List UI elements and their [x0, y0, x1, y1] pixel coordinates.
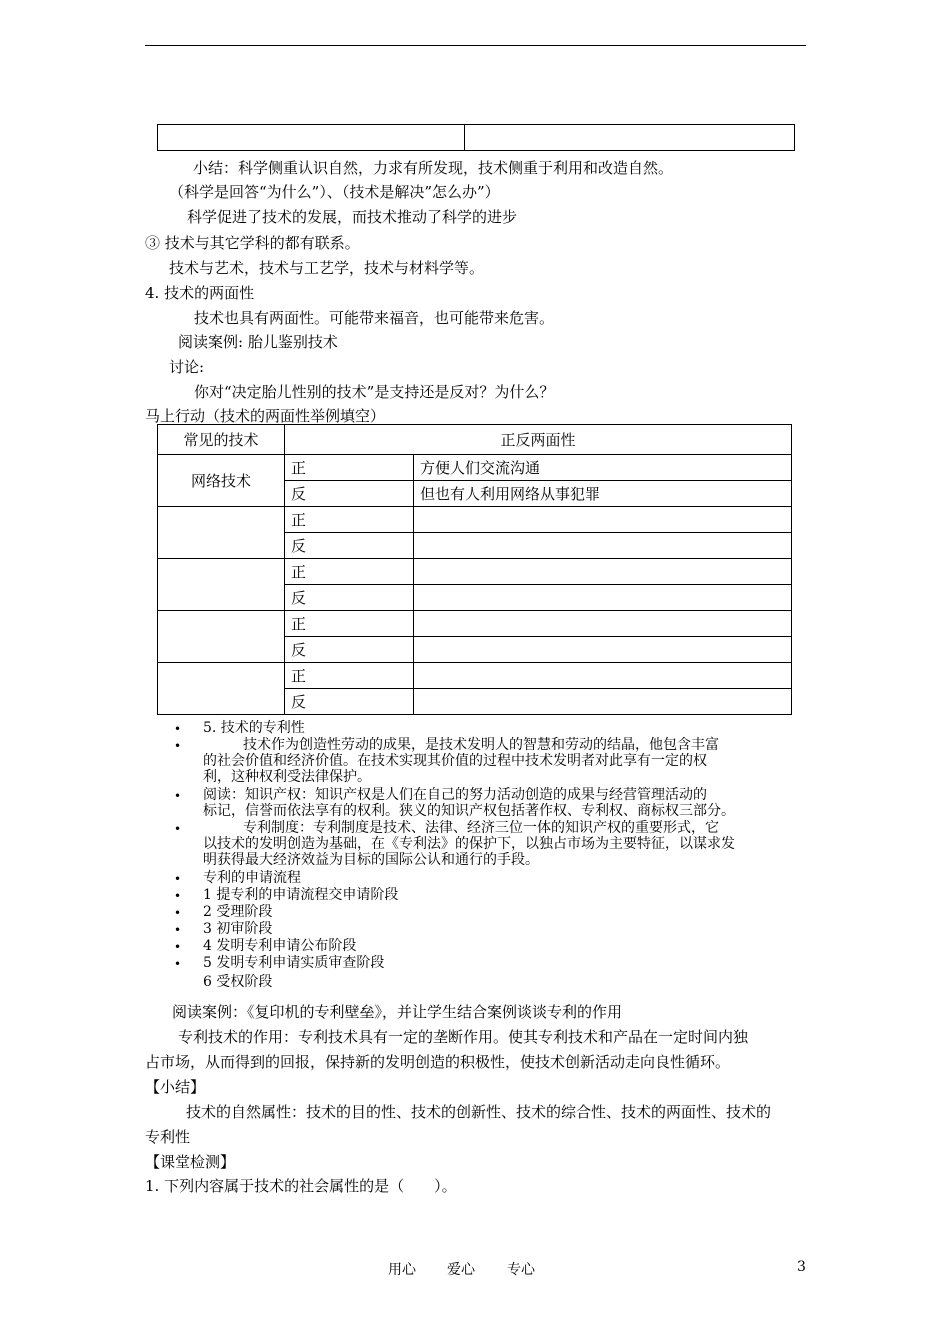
patent-system-line-2: 以技术的发明创造为基础，在《专利法》的保护下，以独占市场为主要特征，以谋求发 — [203, 836, 735, 852]
flow-step: 3 初审阶段 — [203, 921, 273, 937]
tech-cell — [158, 663, 285, 715]
bullet-icon: • — [174, 940, 182, 954]
neg-label: 反 — [285, 585, 414, 611]
summary-heading: 【小结】 — [145, 1078, 206, 1096]
classroom-test-heading: 【课堂检测】 — [145, 1153, 236, 1171]
patent-para-1-line-3: 利，这种权利受法律保护。 — [203, 769, 371, 785]
bullet-icon: • — [174, 957, 182, 971]
bullet-icon: • — [174, 822, 182, 836]
patent-system-line-1: 专利制度：专利制度是技术、法律、经济三位一体的知识产权的重要形式，它 — [243, 820, 719, 836]
header-rule — [145, 45, 806, 46]
discussion-question: 你对“决定胎儿性别的技术”是支持还是反对？为什么？ — [194, 383, 555, 401]
section-3-heading: ③ 技术与其它学科的都有联系。 — [145, 234, 360, 252]
flow-step-last: 6 受权阶段 — [203, 974, 273, 990]
summary-attrs-line-2: 专利性 — [145, 1128, 191, 1146]
reading-case-1: 阅读案例: 胎儿鉴别技术 — [178, 333, 338, 351]
top-table-cell — [158, 125, 465, 151]
neg-value — [414, 533, 792, 559]
pos-value — [414, 507, 792, 533]
discussion-label: 讨论: — [169, 358, 205, 376]
tech-cell — [158, 507, 285, 559]
neg-value — [414, 637, 792, 663]
tech-cell — [158, 559, 285, 611]
header-tech: 常见的技术 — [158, 425, 285, 455]
summary-attrs-line-1: 技术的自然属性：技术的目的性、技术的创新性、技术的综合性、技术的两面性、技术的 — [186, 1103, 772, 1121]
neg-value: 但也有人利用网络从事犯罪 — [414, 481, 792, 507]
footer-motto-1: 用心 — [388, 1262, 416, 1278]
pos-value — [414, 559, 792, 585]
neg-label: 反 — [285, 637, 414, 663]
flow-step: 2 受理阶段 — [203, 904, 273, 920]
pos-label: 正 — [285, 663, 414, 689]
pos-value — [414, 611, 792, 637]
bullet-icon: • — [174, 739, 182, 753]
patent-role-line-1: 专利技术的作用：专利技术具有一定的垄断作用。使其专利技术和产品在一定时间内独 — [178, 1028, 749, 1046]
action-title: 马上行动（技术的两面性举例填空） — [145, 407, 386, 425]
top-table-cell — [465, 125, 795, 151]
pos-label: 正 — [285, 455, 414, 481]
pos-label: 正 — [285, 559, 414, 585]
footer-motto-2: 爱心 — [447, 1262, 475, 1278]
summary-line-2: （科学是回答“为什么”）、（技术是解决”怎么办”） — [169, 183, 500, 201]
neg-label: 反 — [285, 533, 414, 559]
question-1: 1. 下列内容属于技术的社会属性的是（ ）。 — [145, 1177, 457, 1195]
two-sides-table — [157, 424, 792, 715]
header-two-sides: 正反两面性 — [285, 425, 792, 455]
flow-step: 5 发明专利申请实质审查阶段 — [203, 955, 385, 971]
bullet-icon: • — [174, 889, 182, 903]
ip-para-line-2: 标记，信誉而依法享有的权利。狭义的知识产权包括著作权、专利权、商标权三部分。 — [203, 803, 735, 819]
bullet-icon: • — [174, 722, 182, 736]
section-4-text: 技术也具有两面性。可能带来福音，也可能带来危害。 — [194, 309, 555, 327]
patent-para-1-line-1: 技术作为创造性劳动的成果，是技术发明人的智慧和劳动的结晶，他包含丰富 — [243, 737, 719, 753]
pos-value — [414, 663, 792, 689]
flow-step: 1 提专利的申请流程交申请阶段 — [203, 887, 399, 903]
footer-motto-3: 专心 — [507, 1262, 535, 1278]
summary-line-1: 小结：科学侧重认识自然，力求有所发现，技术侧重于利用和改造自然。 — [193, 159, 674, 177]
patent-para-1-line-2: 的社会价值和经济价值。在技术实现其价值的过程中技术发明者对此享有一定的权 — [203, 753, 707, 769]
bullet-icon: • — [174, 923, 182, 937]
pos-label: 正 — [285, 611, 414, 637]
section-5-heading: 5. 技术的专利性 — [203, 720, 305, 736]
neg-value — [414, 585, 792, 611]
neg-label: 反 — [285, 689, 414, 715]
summary-line-3: 科学促进了技术的发展，而技术推动了科学的进步 — [187, 208, 518, 226]
top-table-fragment — [157, 124, 795, 151]
bullet-icon: • — [174, 872, 182, 886]
neg-label: 反 — [285, 481, 414, 507]
section-3-text: 技术与艺术，技术与工艺学，技术与材料学等。 — [169, 259, 485, 277]
bullet-icon: • — [174, 789, 182, 803]
pos-label: 正 — [285, 507, 414, 533]
tech-cell: 网络技术 — [158, 455, 285, 507]
page-number: 3 — [797, 1259, 806, 1275]
patent-flow-title: 专利的申请流程 — [203, 870, 301, 886]
patent-role-line-2: 占市场，从而得到的回报，保持新的发明创造的积极性，使技术创新活动走向良性循环。 — [145, 1053, 731, 1071]
flow-step: 4 发明专利申请公布阶段 — [203, 938, 357, 954]
tech-cell — [158, 611, 285, 663]
reading-case-2: 阅读案例：《复印机的专利壁垒》，并让学生结合案例谈谈专利的作用 — [172, 1003, 623, 1021]
bullet-icon: • — [174, 906, 182, 920]
neg-value — [414, 689, 792, 715]
ip-para-line-1: 阅读：知识产权：知识产权是人们在自己的努力活动创造的成果与经营管理活动的 — [203, 787, 707, 803]
patent-system-line-3: 明获得最大经济效益为目标的国际公认和通行的手段。 — [203, 852, 539, 868]
pos-value: 方便人们交流沟通 — [414, 455, 792, 481]
section-4-heading: 4. 技术的两面性 — [145, 284, 255, 302]
